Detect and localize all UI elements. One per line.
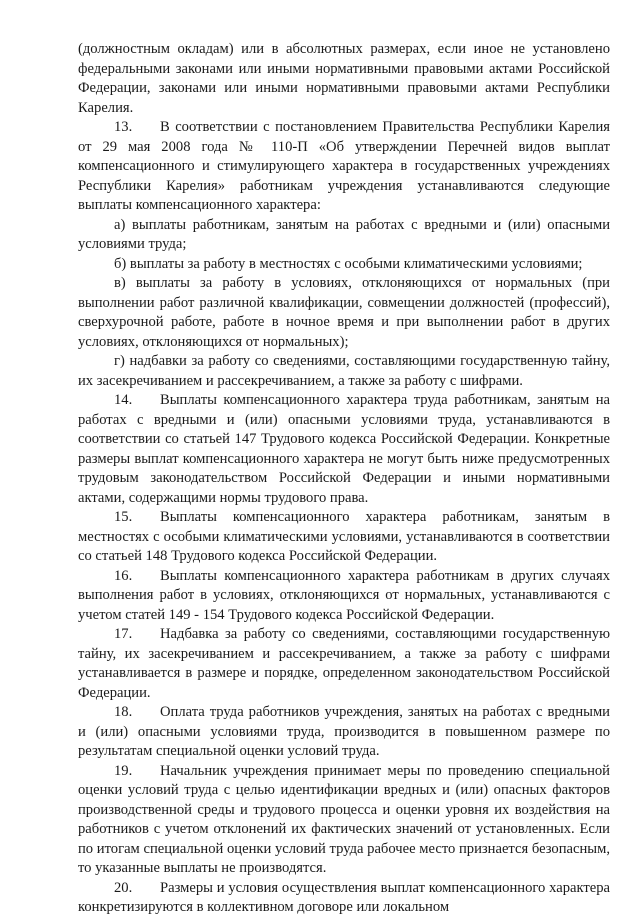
paragraph-20: [78, 879, 610, 918]
list-item-text: а) выплаты работникам, занятым на работах с вредными и (или) опасными условиями труда;: [78, 216, 610, 252]
paragraph-text: В соответствии с постановлением Правительства Республики Карелия от 29 мая 2008 года № 110-П «Об утверждении Перечней видов выплат компенсационного и стимулирующего характера в государственных учреждениях Республики Карелия» работникам учреждения устанавливаются следующие выплаты компенсационного характера:: [78, 119, 610, 213]
paragraph-text: Надбавка за работу со сведениями, составляющими государственную тайну, их засекречиванием и рассекречиванием, а также за работу с шифрами устанавливается в размере и порядке, определенном законодательством Российской Федерации.: [78, 626, 610, 701]
paragraph-19: [78, 762, 610, 879]
paragraph-16: [78, 567, 610, 626]
paragraph-continuation: [78, 40, 610, 118]
paragraph-text: Размеры и условия осуществления выплат компенсационного характера конкретизируются в коллективном договоре или локальном: [78, 879, 610, 915]
paragraph-17: [78, 625, 610, 703]
paragraph-18: [78, 703, 610, 762]
paragraph-number: 15.: [114, 509, 133, 525]
paragraph-number: 16.: [114, 567, 133, 584]
paragraph-number: 20.: [114, 879, 133, 896]
paragraph-text: Выплаты компенсационного характера труда работникам, занятым на работах с вредными и (или) опасными условиями труда, устанавливаются в соответствии со статьей 147 Трудового кодекса Российской Федерации. Конкретные размеры выплат компенсационного характера не могут быть ниже предусмотренных трудовым законодательством Российской Федерации и иными нормативными актами, содержащими нормы трудового права.: [78, 392, 610, 506]
paragraph-text: Оплата труда работников учреждения, занятых на работах с вредными и (или) опасными условиями труда, производится в повышенном размере по результатам специальной оценки условий труда.: [78, 704, 610, 759]
paragraph-15: [78, 508, 610, 567]
paragraph-14: [78, 391, 610, 508]
paragraph-number: 17.: [114, 626, 133, 642]
paragraph-text: Выплаты компенсационного характера работникам, занятым в местностях с особыми климатическими условиями, устанавливаются в соответствии со статьей 148 Трудового кодекса Российской Федерации.: [78, 509, 610, 564]
list-item-v: [78, 274, 610, 352]
paragraph-text: Выплаты компенсационного характера работникам в других случаях выполнения работ в условиях, отклоняющихся от нормальных, устанавливаются с учетом статей 149 - 154 Трудового кодекса Российской Федерации.: [78, 567, 610, 623]
paragraph-number: 14.: [114, 392, 133, 408]
list-item-g: [78, 352, 610, 391]
list-item-a: [78, 216, 610, 255]
list-item-text: б) выплаты за работу в местностях с особыми климатическими условиями;: [114, 255, 583, 272]
document-page: [78, 40, 610, 918]
paragraph-text: (должностным окладам) или в абсолютных размерах, если иное не установлено федеральными законами или иными нормативными правовыми актами Российской Федерации, законами или иными нормативными правовыми актами Республики Карелия.: [78, 41, 610, 116]
paragraph-text: Начальник учреждения принимает меры по проведению специальной оценки условий труда с целью идентификации вредных и (или) опасных факторов производственной среды и трудового процесса и оценки уровня их воздействия на работников с учетом отклонений их фактических значений от установленных. Если по итогам специальной оценки условий труда рабочее место признается безопасным, то указанные выплаты не производятся.: [78, 762, 610, 876]
list-item-b: [78, 255, 610, 275]
paragraph-number: 19.: [114, 762, 133, 779]
list-item-text: г) надбавки за работу со сведениями, составляющими государственную тайну, их засекречиванием и рассекречиванием, а также за работу с шифрами.: [78, 353, 610, 389]
paragraph-number: 13.: [114, 119, 133, 135]
paragraph-number: 18.: [114, 704, 133, 720]
paragraph-13: [78, 118, 610, 216]
list-item-text: в) выплаты за работу в условиях, отклоняющихся от нормальных (при выполнении работ различной квалификации, совмещении должностей (профессий), сверхурочной работе, работе в ночное время и при выполнении работ в других условиях, отклоняющихся от нормальных);: [78, 275, 610, 350]
